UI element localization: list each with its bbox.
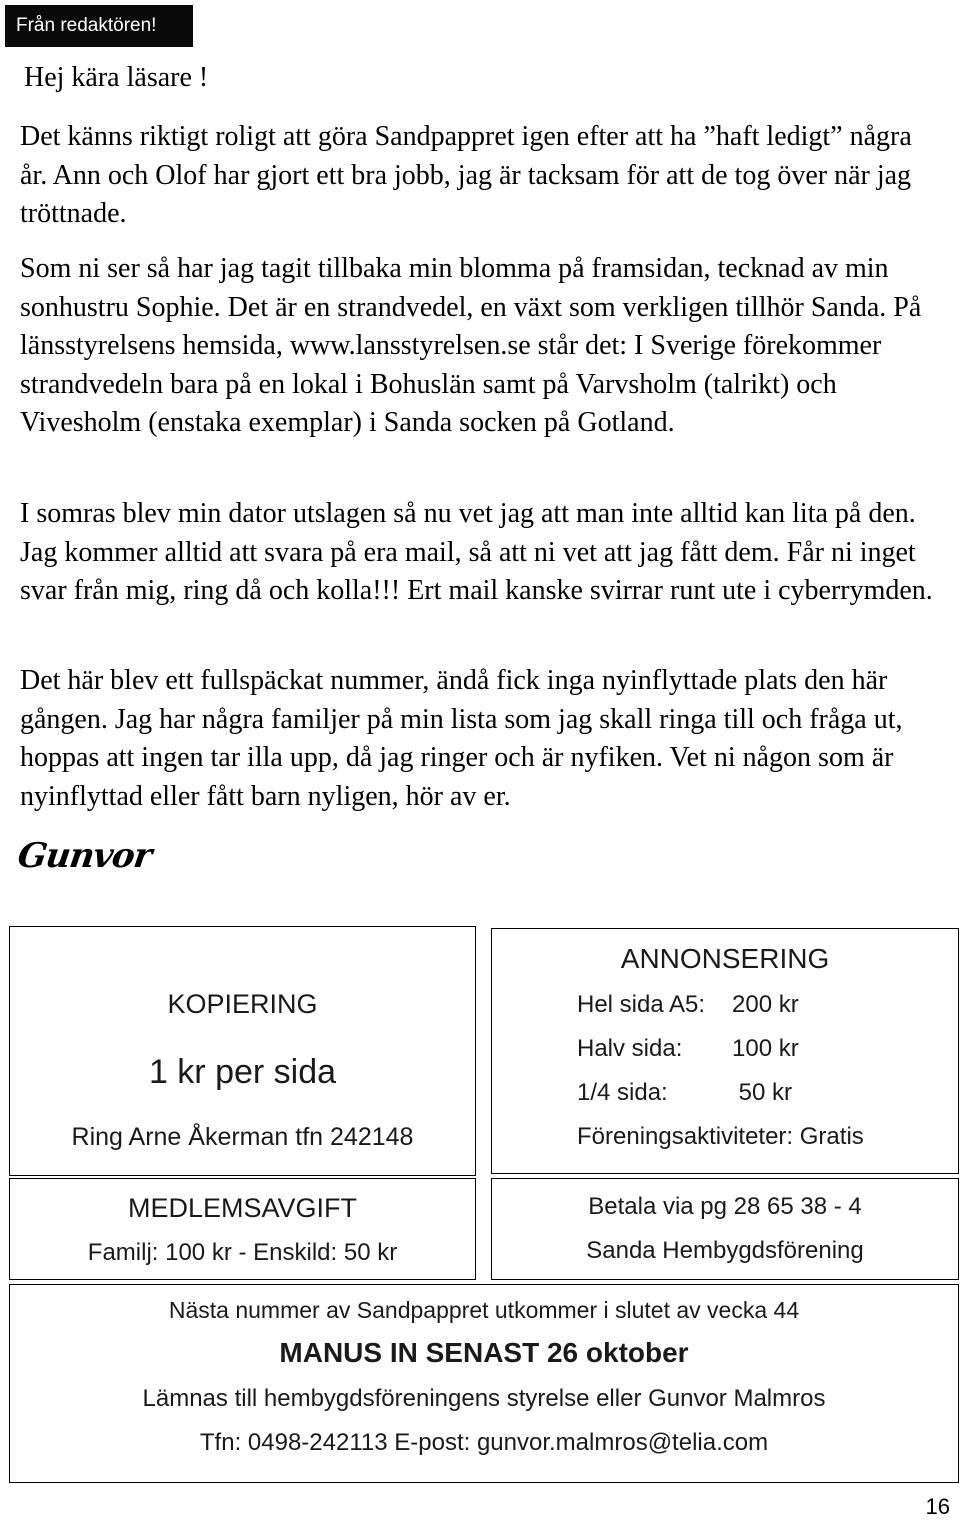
annonsering-box: [491, 928, 959, 1174]
annonsering-title: ANNONSERING: [620, 943, 830, 974]
price-value: 200 kr: [732, 991, 799, 1018]
price-label: 1/4 sida:: [577, 1079, 668, 1106]
deadline-heading: MANUS IN SENAST 26 oktober: [279, 1337, 689, 1368]
paragraph: Som ni ser så har jag tagit tillbaka min blomma på framsidan, tecknad av min sonhustru Sophie. Det är en strandvedel, en växt som verkligen tillhör Sanda. På länsstyrelsens hemsida, www.lansstyrelsen.se står det: I Sverige förekommer strandvedeln bara på en lokal i Bohuslän samt på Varvsholm (talrikt) och Vivesholm (enstaka exemplar) i Sanda socken på Gotland.: [20, 253, 922, 438]
betala-pg: Betala via pg 28 65 38 - 4: [588, 1193, 862, 1220]
price-row: [577, 1079, 792, 1107]
signature: Gunvor: [15, 836, 154, 876]
paragraph: I somras blev min dator utslagen så nu vet jag att man inte alltid kan lita på den. Jag kommer alltid att svara på era mail, så att ni vet att jag fått dem. Får ni inget svar från mig, ring då och kolla!!! Ert mail kanske svirrar runt ute i cyberrymden.: [20, 498, 933, 606]
kopiering-box: [9, 926, 476, 1176]
medlemsavgift-text: Familj: 100 kr - Enskild: 50 kr: [87, 1239, 398, 1266]
section-header: Från redaktören!: [5, 5, 193, 47]
submission-info: Lämnas till hembygdsföreningens styrelse eller Gunvor Malmros: [142, 1385, 826, 1412]
next-issue-info: Nästa nummer av Sandpappret utkommer i slutet av vecka 44: [168, 1297, 800, 1323]
medlemsavgift-title: MEDLEMSAVGIFT: [127, 1193, 358, 1223]
greeting: Hej kära läsare !: [24, 62, 209, 93]
paragraph: Det här blev ett fullspäckat nummer, ändå fick inga nyinflyttade plats den här gången. Jag har några familjer på min lista som jag skall ringa till och fråga ut, hoppas att ingen tar illa upp, då jag ringer och är nyfiken. Vet ni någon som är nyinflyttad eller fått barn nyligen, hör av er.: [20, 665, 903, 812]
paragraph: Det känns riktigt roligt att göra Sandpappret igen efter att ha ”haft ledigt” några år. Ann och Olof har gjort ett bra jobb, jag är tacksam för att de tog över när jag tröttnade.: [20, 121, 912, 229]
price-value: 50 kr: [732, 1079, 793, 1106]
next-issue-box: [9, 1284, 959, 1483]
kopiering-contact: Ring Arne Åkerman tfn 242148: [71, 1123, 414, 1151]
kopiering-title: KOPIERING: [167, 989, 318, 1019]
foreningsaktiviteter-text: Föreningsaktiviteter: Gratis: [577, 1123, 864, 1150]
betala-recipient: Sanda Hembygdsförening: [586, 1237, 864, 1264]
contact-info: Tfn: 0498-242113 E-post: gunvor.malmros@telia.com: [199, 1429, 769, 1456]
betala-box: [491, 1178, 959, 1280]
price-row: [577, 991, 799, 1019]
price-label: Halv sida:: [577, 1035, 683, 1062]
page-number: 16: [925, 1494, 950, 1519]
price-value: 100 kr: [732, 1035, 799, 1062]
price-label: Hel sida A5:: [577, 991, 706, 1018]
price-row: [577, 1035, 799, 1063]
medlemsavgift-box: [9, 1178, 476, 1280]
kopiering-price: 1 kr per sida: [148, 1053, 337, 1091]
